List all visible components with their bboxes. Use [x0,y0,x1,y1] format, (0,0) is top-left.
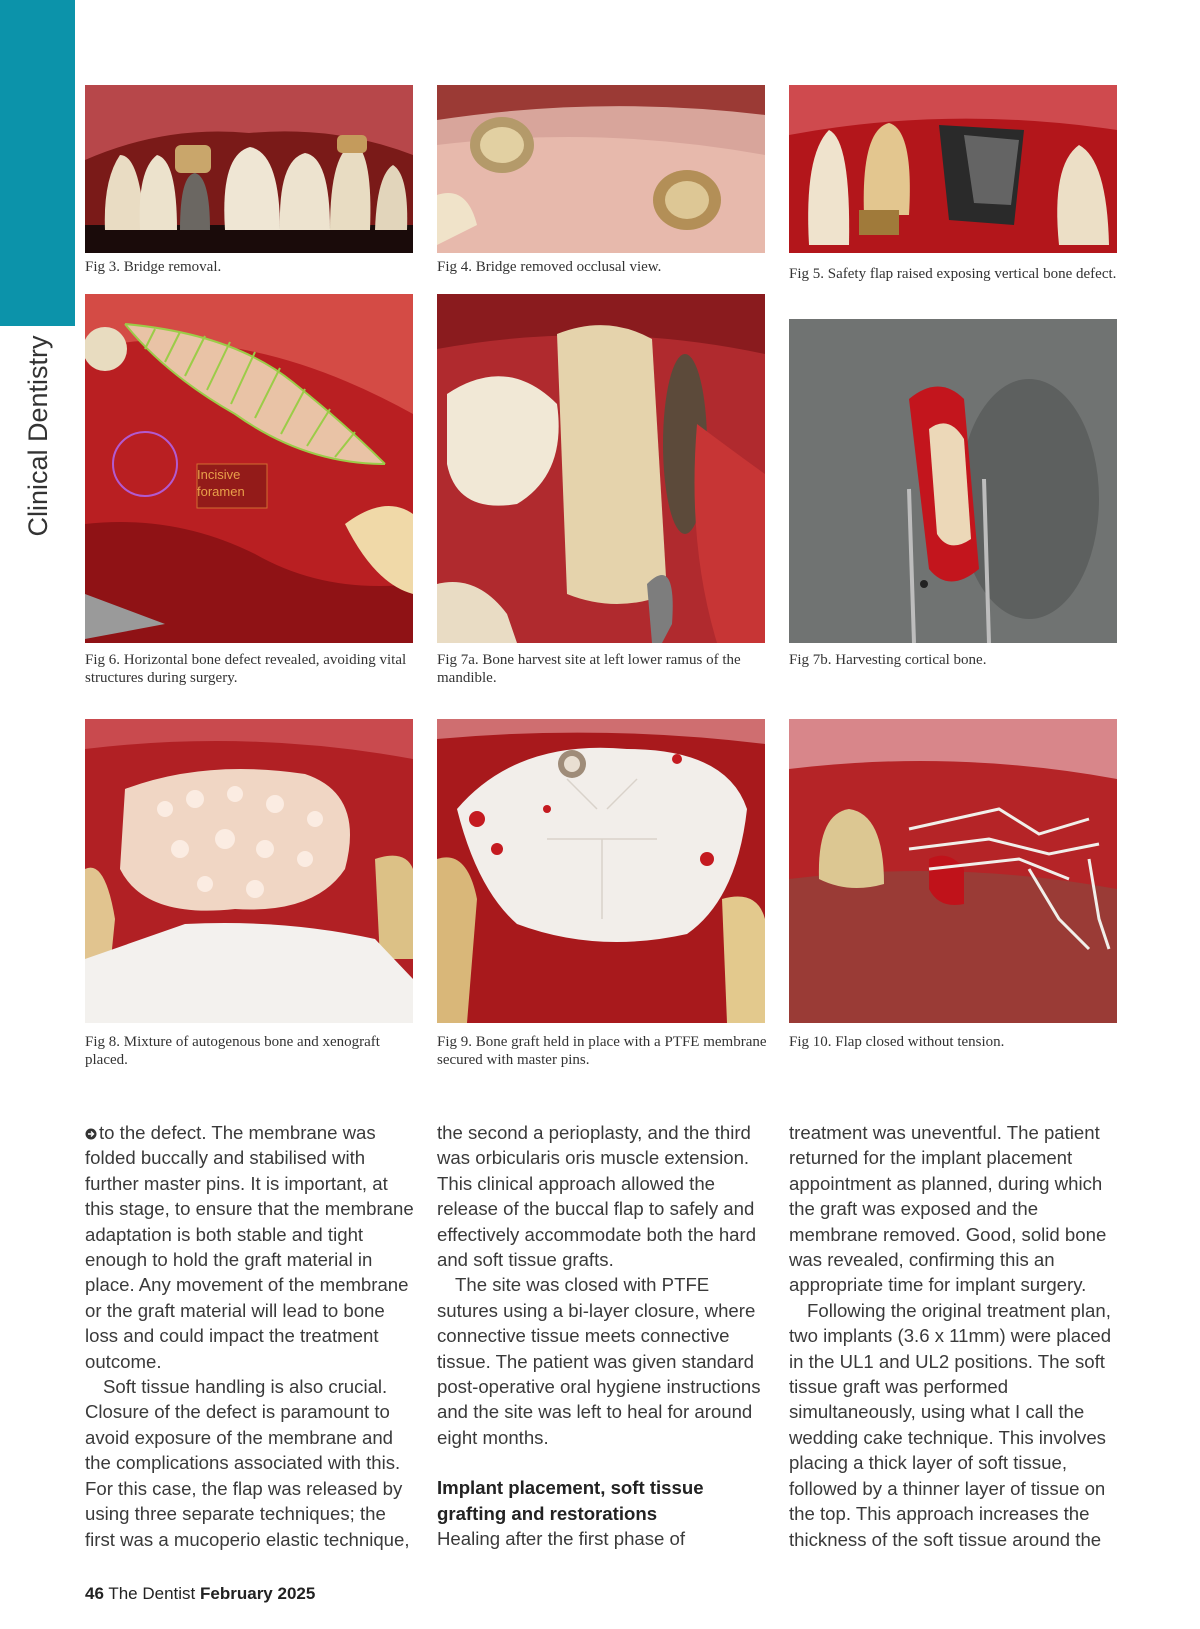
fig7b-caption: Fig 7b. Harvesting cortical bone. [789,652,987,668]
fig7a-caption: Fig 7a. Bone harvest site at left lower ramus of the mandible. [437,652,741,686]
incisive-foramen-label: Incisive foramen [197,467,245,499]
fig9-caption: Fig 9. Bone graft held in place with a PTFE membrane secured with master pins. [437,1034,767,1068]
col1-paragraph-1: to the defect. The membrane was folded buccally and stabilised with further master pins. It is important, at this stage, to ensure that the membrane adaptation is both stable and tight enough to hold the graft material in place. Any movement of the membrane or the graft material will lead to bone loss and could impact the treatment outcome. [85,1122,414,1372]
fig6-caption: Fig 6. Horizontal bone defect revealed, avoiding vital structures during surgery. [85,652,407,686]
fig8-photo [85,719,413,1023]
article-column-3 [789,1120,1124,1552]
col2-paragraph-1: the second a perioplasty, and the third was orbicularis oris muscle extension. This clinical approach allowed the release of the buccal flap to safely and effectively accommodate both the hard and soft tissue grafts. [437,1122,757,1271]
fig5-caption: Fig 5. Safety flap raised exposing vertical bone defect. [789,266,1117,282]
fig3-photo [85,85,413,253]
col2-paragraph-2: The site was closed with PTFE sutures using a bi-layer closure, where connective tissue meets connective tissue. The patient was given standard post-operative oral hygiene instructions and the site was left to heal for around eight months. [437,1274,761,1448]
article-column-1 [85,1120,420,1552]
col1-paragraph-2: Soft tissue handling is also crucial. Closure of the defect is paramount to avoid exposure of the membrane and the complications associated with this. For this case, the flap was released by using three separate techniques; the first was a mucoperio elastic technique, [85,1376,410,1550]
article-column-2 [437,1120,772,1552]
fig4-photo [437,85,765,253]
fig7b-photo [789,319,1117,643]
fig10-photo [789,719,1117,1023]
continued-arrow-icon [85,1128,97,1140]
fig8-caption: Fig 8. Mixture of autogenous bone and xenograft placed. [85,1034,380,1068]
col3-paragraph-1: treatment was uneventful. The patient returned for the implant placement appointment as planned, during which the graft was exposed and the membrane removed. Good, solid bone was revealed, confirming this an appropriate time for implant surgery. [789,1122,1107,1296]
fig7a-photo [437,294,765,643]
section-color-tab [0,0,75,326]
fig4-caption: Fig 4. Bridge removed occlusal view. [437,259,662,275]
col2-paragraph-3: Healing after the first phase of [437,1528,686,1550]
page-footer [85,1584,315,1604]
page-number: 46 [85,1584,104,1603]
issue-date: February 2025 [200,1584,316,1603]
fig3-caption: Fig 3. Bridge removal. [85,259,222,275]
publication-name: The Dentist [108,1584,196,1603]
fig6-photo [85,294,413,643]
fig10-caption: Fig 10. Flap closed without tension. [789,1034,1005,1050]
section-heading: Implant placement, soft tissue grafting and restorations [437,1477,704,1524]
fig5-photo [789,85,1117,253]
col3-paragraph-2: Following the original treatment plan, two implants (3.6 x 11mm) were placed in the UL1 and UL2 positions. The soft tissue graft was performed simultaneously, using what I call the wedding cake technique. This involves placing a thick layer of soft tissue, followed by a thinner layer of tissue on the top. This approach increases the thickness of the soft tissue around the [789,1299,1112,1550]
section-label: Clinical Dentistry [23,335,53,537]
fig9-photo [437,719,765,1023]
